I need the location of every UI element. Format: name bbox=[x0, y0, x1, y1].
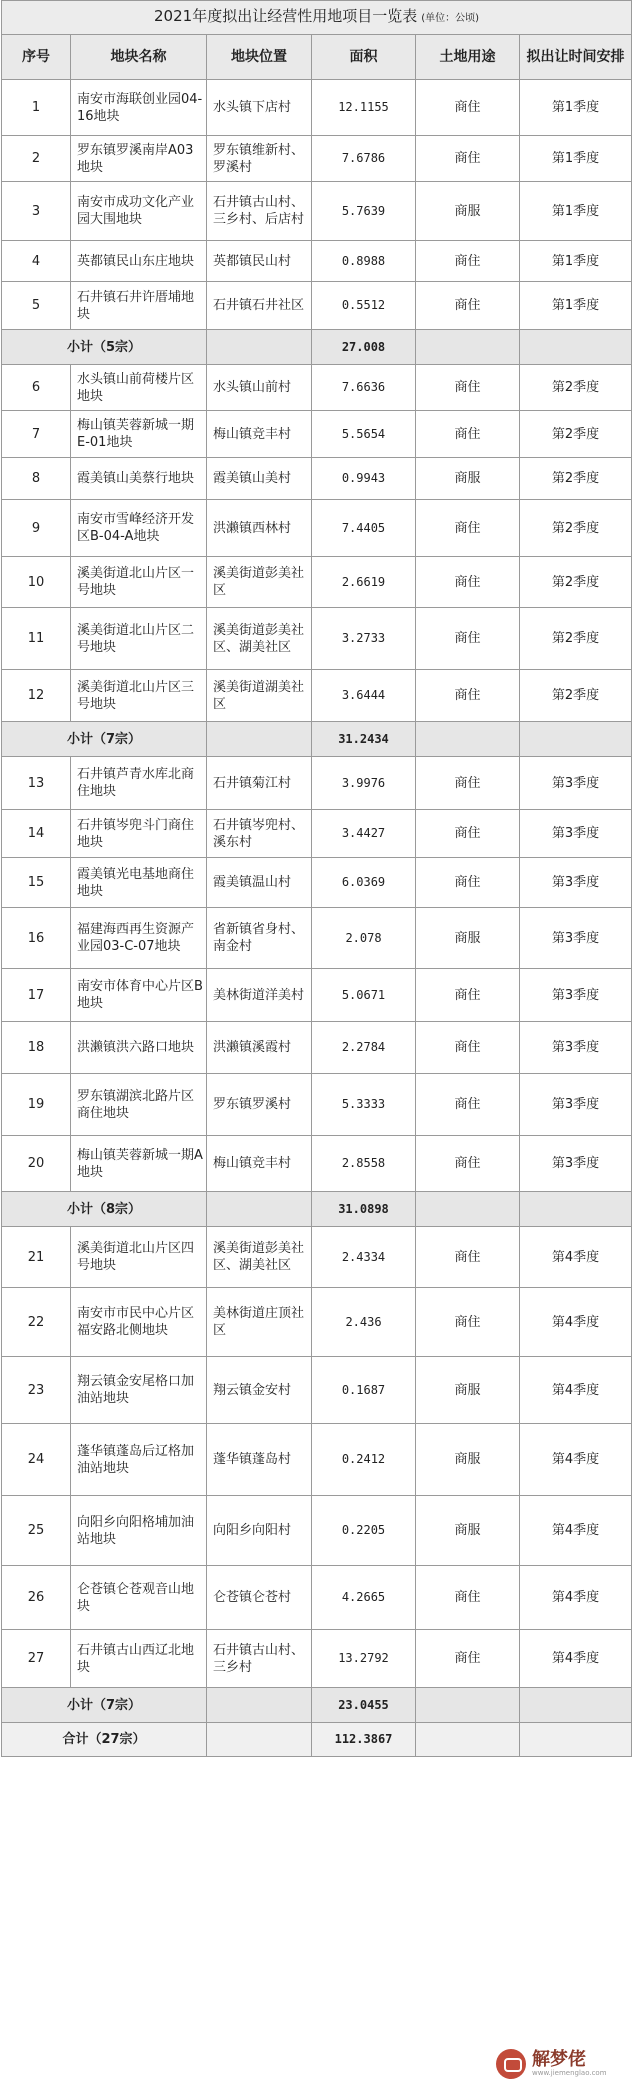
cell-use: 商住 bbox=[416, 282, 520, 330]
cell-name: 石井镇古山西辽北地块 bbox=[71, 1630, 207, 1688]
subtotal-row bbox=[2, 1688, 632, 1723]
cell-use: 商住 bbox=[416, 757, 520, 810]
table-row bbox=[2, 411, 632, 458]
cell-location: 美林街道庄顶社区 bbox=[207, 1288, 312, 1357]
cell-no: 23 bbox=[2, 1357, 71, 1424]
cell-location: 蓬华镇蓬岛村 bbox=[207, 1424, 312, 1496]
cell-area: 5.0671 bbox=[312, 969, 416, 1022]
cell-name: 翔云镇金安尾格口加油站地块 bbox=[71, 1357, 207, 1424]
subtotal-row bbox=[2, 330, 632, 365]
cell-location: 石井镇岑兜村、溪东村 bbox=[207, 810, 312, 858]
cell-area: 13.2792 bbox=[312, 1630, 416, 1688]
blank-cell bbox=[520, 722, 632, 757]
watermark-url: www.jiemenglao.com bbox=[532, 2068, 607, 2077]
subtotal-area: 31.2434 bbox=[312, 722, 416, 757]
cell-name: 罗东镇罗溪南岸A03地块 bbox=[71, 136, 207, 182]
table-row bbox=[2, 1022, 632, 1074]
cell-time: 第3季度 bbox=[520, 969, 632, 1022]
cell-use: 商住 bbox=[416, 1566, 520, 1630]
cell-use: 商服 bbox=[416, 908, 520, 969]
blank-cell bbox=[520, 330, 632, 365]
cell-no: 24 bbox=[2, 1424, 71, 1496]
cell-use: 商服 bbox=[416, 1357, 520, 1424]
subtotal-label: 小计（7宗） bbox=[2, 1688, 207, 1723]
cell-use: 商住 bbox=[416, 1630, 520, 1688]
blank-cell bbox=[520, 1688, 632, 1723]
cell-time: 第4季度 bbox=[520, 1424, 632, 1496]
cell-area: 3.2733 bbox=[312, 608, 416, 670]
cell-location: 省新镇省身村、南金村 bbox=[207, 908, 312, 969]
cell-location: 翔云镇金安村 bbox=[207, 1357, 312, 1424]
dream-logo-icon bbox=[496, 2049, 526, 2079]
cell-location: 英都镇民山村 bbox=[207, 241, 312, 282]
cell-no: 2 bbox=[2, 136, 71, 182]
cell-time: 第4季度 bbox=[520, 1227, 632, 1288]
cell-use: 商住 bbox=[416, 810, 520, 858]
blank-cell bbox=[520, 1723, 632, 1757]
cell-time: 第2季度 bbox=[520, 500, 632, 557]
cell-time: 第3季度 bbox=[520, 757, 632, 810]
cell-location: 美林街道洋美村 bbox=[207, 969, 312, 1022]
subtotal-label: 小计（5宗） bbox=[2, 330, 207, 365]
subtotal-label: 小计（7宗） bbox=[2, 722, 207, 757]
subtotal-row bbox=[2, 722, 632, 757]
cell-use: 商服 bbox=[416, 458, 520, 500]
blank-cell bbox=[207, 1723, 312, 1757]
cell-name: 溪美街道北山片区二号地块 bbox=[71, 608, 207, 670]
cell-name: 石井镇岑兜斗门商住地块 bbox=[71, 810, 207, 858]
cell-area: 2.2784 bbox=[312, 1022, 416, 1074]
cell-use: 商住 bbox=[416, 1074, 520, 1136]
blank-cell bbox=[416, 722, 520, 757]
cell-name: 水头镇山前荷楼片区地块 bbox=[71, 365, 207, 411]
cell-no: 18 bbox=[2, 1022, 71, 1074]
cell-time: 第1季度 bbox=[520, 136, 632, 182]
cell-use: 商住 bbox=[416, 1136, 520, 1192]
cell-no: 16 bbox=[2, 908, 71, 969]
blank-cell bbox=[416, 1688, 520, 1723]
cell-name: 霞美镇山美蔡行地块 bbox=[71, 458, 207, 500]
cell-name: 南安市体育中心片区B地块 bbox=[71, 969, 207, 1022]
watermark-text: 解梦佬 bbox=[532, 2048, 586, 2070]
cell-area: 0.5512 bbox=[312, 282, 416, 330]
table-row bbox=[2, 810, 632, 858]
table-row bbox=[2, 908, 632, 969]
cell-name: 梅山镇芙蓉新城一期E-01地块 bbox=[71, 411, 207, 458]
cell-location: 洪濑镇溪霞村 bbox=[207, 1022, 312, 1074]
cell-no: 13 bbox=[2, 757, 71, 810]
cell-area: 0.2412 bbox=[312, 1424, 416, 1496]
table-row bbox=[2, 1288, 632, 1357]
blank-cell bbox=[416, 330, 520, 365]
cell-area: 6.0369 bbox=[312, 858, 416, 908]
header-area: 面积 bbox=[312, 35, 416, 80]
cell-name: 溪美街道北山片区四号地块 bbox=[71, 1227, 207, 1288]
cell-time: 第3季度 bbox=[520, 1022, 632, 1074]
cell-time: 第4季度 bbox=[520, 1566, 632, 1630]
cell-name: 溪美街道北山片区三号地块 bbox=[71, 670, 207, 722]
table-row bbox=[2, 282, 632, 330]
cell-use: 商住 bbox=[416, 241, 520, 282]
table-title-text: 2021年度拟出让经营性用地项目一览表 bbox=[154, 7, 418, 25]
table-unit: (单位：公顷) bbox=[421, 13, 480, 24]
cell-no: 5 bbox=[2, 282, 71, 330]
cell-time: 第1季度 bbox=[520, 80, 632, 136]
cell-time: 第3季度 bbox=[520, 810, 632, 858]
table-row bbox=[2, 858, 632, 908]
table-row bbox=[2, 1496, 632, 1566]
cell-location: 罗东镇罗溪村 bbox=[207, 1074, 312, 1136]
table-row bbox=[2, 80, 632, 136]
cell-area: 7.4405 bbox=[312, 500, 416, 557]
cell-use: 商住 bbox=[416, 1288, 520, 1357]
blank-cell bbox=[207, 722, 312, 757]
cell-area: 2.8558 bbox=[312, 1136, 416, 1192]
table-row bbox=[2, 1630, 632, 1688]
cell-time: 第2季度 bbox=[520, 458, 632, 500]
table-row bbox=[2, 757, 632, 810]
cell-name: 石井镇石井许厝埔地块 bbox=[71, 282, 207, 330]
total-area: 112.3867 bbox=[312, 1723, 416, 1757]
cell-time: 第3季度 bbox=[520, 1074, 632, 1136]
cell-use: 商住 bbox=[416, 500, 520, 557]
cell-use: 商住 bbox=[416, 969, 520, 1022]
cell-time: 第3季度 bbox=[520, 1136, 632, 1192]
cell-location: 梅山镇竞丰村 bbox=[207, 411, 312, 458]
table-row bbox=[2, 1424, 632, 1496]
cell-use: 商住 bbox=[416, 557, 520, 608]
cell-time: 第4季度 bbox=[520, 1630, 632, 1688]
cell-location: 溪美街道彭美社区 bbox=[207, 557, 312, 608]
cell-name: 英都镇民山东庄地块 bbox=[71, 241, 207, 282]
blank-cell bbox=[207, 1192, 312, 1227]
cell-area: 5.5654 bbox=[312, 411, 416, 458]
cell-no: 4 bbox=[2, 241, 71, 282]
cell-name: 南安市市民中心片区福安路北侧地块 bbox=[71, 1288, 207, 1357]
header-row bbox=[2, 35, 632, 80]
cell-time: 第2季度 bbox=[520, 608, 632, 670]
cell-area: 12.1155 bbox=[312, 80, 416, 136]
cell-time: 第2季度 bbox=[520, 670, 632, 722]
cell-area: 7.6786 bbox=[312, 136, 416, 182]
watermark-block bbox=[532, 2048, 607, 2078]
cell-area: 0.9943 bbox=[312, 458, 416, 500]
cell-use: 商服 bbox=[416, 182, 520, 241]
cell-use: 商住 bbox=[416, 608, 520, 670]
cell-area: 3.9976 bbox=[312, 757, 416, 810]
table-row bbox=[2, 1566, 632, 1630]
cell-location: 霞美镇温山村 bbox=[207, 858, 312, 908]
cell-location: 梅山镇竞丰村 bbox=[207, 1136, 312, 1192]
cell-name: 梅山镇芙蓉新城一期A地块 bbox=[71, 1136, 207, 1192]
cell-name: 仑苍镇仑苍观音山地块 bbox=[71, 1566, 207, 1630]
subtotal-area: 31.0898 bbox=[312, 1192, 416, 1227]
header-use: 土地用途 bbox=[416, 35, 520, 80]
cell-time: 第4季度 bbox=[520, 1357, 632, 1424]
table-row bbox=[2, 608, 632, 670]
table-row bbox=[2, 670, 632, 722]
cell-location: 水头镇下店村 bbox=[207, 80, 312, 136]
cell-no: 12 bbox=[2, 670, 71, 722]
cell-use: 商住 bbox=[416, 80, 520, 136]
cell-no: 26 bbox=[2, 1566, 71, 1630]
cell-location: 仑苍镇仑苍村 bbox=[207, 1566, 312, 1630]
cell-use: 商服 bbox=[416, 1496, 520, 1566]
cell-no: 7 bbox=[2, 411, 71, 458]
blank-cell bbox=[207, 1688, 312, 1723]
cell-area: 3.6444 bbox=[312, 670, 416, 722]
cell-no: 17 bbox=[2, 969, 71, 1022]
cell-time: 第3季度 bbox=[520, 908, 632, 969]
table-row bbox=[2, 1357, 632, 1424]
cell-name: 福建海西再生资源产业园03-C-07地块 bbox=[71, 908, 207, 969]
cell-area: 2.436 bbox=[312, 1288, 416, 1357]
cell-use: 商住 bbox=[416, 1022, 520, 1074]
cell-location: 溪美街道彭美社区、湖美社区 bbox=[207, 1227, 312, 1288]
cell-location: 石井镇古山村、三乡村、后店村 bbox=[207, 182, 312, 241]
cell-name: 南安市海联创业园04-16地块 bbox=[71, 80, 207, 136]
cell-area: 2.078 bbox=[312, 908, 416, 969]
cell-use: 商住 bbox=[416, 1227, 520, 1288]
table-row bbox=[2, 241, 632, 282]
cell-location: 水头镇山前村 bbox=[207, 365, 312, 411]
cell-area: 5.7639 bbox=[312, 182, 416, 241]
cell-area: 2.6619 bbox=[312, 557, 416, 608]
cell-time: 第1季度 bbox=[520, 241, 632, 282]
cell-name: 石井镇芦青水库北商住地块 bbox=[71, 757, 207, 810]
subtotal-area: 23.0455 bbox=[312, 1688, 416, 1723]
subtotal-row bbox=[2, 1192, 632, 1227]
cell-name: 南安市雪峰经济开发区B-04-A地块 bbox=[71, 500, 207, 557]
subtotal-label: 小计（8宗） bbox=[2, 1192, 207, 1227]
table-row bbox=[2, 136, 632, 182]
cell-no: 25 bbox=[2, 1496, 71, 1566]
table-row bbox=[2, 1074, 632, 1136]
cell-name: 罗东镇湖滨北路片区商住地块 bbox=[71, 1074, 207, 1136]
cell-no: 19 bbox=[2, 1074, 71, 1136]
header-location: 地块位置 bbox=[207, 35, 312, 80]
cell-no: 15 bbox=[2, 858, 71, 908]
cell-location: 石井镇古山村、三乡村 bbox=[207, 1630, 312, 1688]
subtotal-area: 27.008 bbox=[312, 330, 416, 365]
blank-cell bbox=[416, 1192, 520, 1227]
cell-location: 石井镇菊江村 bbox=[207, 757, 312, 810]
cell-area: 0.1687 bbox=[312, 1357, 416, 1424]
cell-time: 第2季度 bbox=[520, 365, 632, 411]
table-title bbox=[2, 1, 632, 35]
cell-name: 南安市成功文化产业园大围地块 bbox=[71, 182, 207, 241]
table-row bbox=[2, 500, 632, 557]
total-row bbox=[2, 1723, 632, 1757]
cell-location: 罗东镇维新村、罗溪村 bbox=[207, 136, 312, 182]
cell-no: 11 bbox=[2, 608, 71, 670]
cell-use: 商住 bbox=[416, 858, 520, 908]
blank-cell bbox=[520, 1192, 632, 1227]
cell-no: 1 bbox=[2, 80, 71, 136]
cell-use: 商住 bbox=[416, 136, 520, 182]
cell-use: 商住 bbox=[416, 670, 520, 722]
cell-area: 7.6636 bbox=[312, 365, 416, 411]
cell-no: 21 bbox=[2, 1227, 71, 1288]
cell-no: 8 bbox=[2, 458, 71, 500]
cell-time: 第4季度 bbox=[520, 1496, 632, 1566]
table-row bbox=[2, 557, 632, 608]
cell-no: 22 bbox=[2, 1288, 71, 1357]
cell-no: 20 bbox=[2, 1136, 71, 1192]
cell-location: 石井镇石井社区 bbox=[207, 282, 312, 330]
table-row bbox=[2, 1227, 632, 1288]
cell-area: 4.2665 bbox=[312, 1566, 416, 1630]
cell-name: 蓬华镇蓬岛后辽格加油站地块 bbox=[71, 1424, 207, 1496]
cell-area: 2.4334 bbox=[312, 1227, 416, 1288]
cell-use: 商住 bbox=[416, 411, 520, 458]
cell-name: 向阳乡向阳格埔加油站地块 bbox=[71, 1496, 207, 1566]
table-row bbox=[2, 1136, 632, 1192]
table-row bbox=[2, 365, 632, 411]
cell-area: 0.8988 bbox=[312, 241, 416, 282]
cell-no: 9 bbox=[2, 500, 71, 557]
header-name: 地块名称 bbox=[71, 35, 207, 80]
cell-location: 向阳乡向阳村 bbox=[207, 1496, 312, 1566]
watermark bbox=[496, 2045, 626, 2083]
cell-location: 洪濑镇西林村 bbox=[207, 500, 312, 557]
cell-name: 洪濑镇洪六路口地块 bbox=[71, 1022, 207, 1074]
header-no: 序号 bbox=[2, 35, 71, 80]
blank-cell bbox=[207, 330, 312, 365]
cell-time: 第2季度 bbox=[520, 557, 632, 608]
cell-time: 第4季度 bbox=[520, 1288, 632, 1357]
table-row bbox=[2, 182, 632, 241]
total-label: 合计（27宗） bbox=[2, 1723, 207, 1757]
land-project-table bbox=[1, 0, 632, 1757]
cell-no: 14 bbox=[2, 810, 71, 858]
blank-cell bbox=[416, 1723, 520, 1757]
cell-area: 5.3333 bbox=[312, 1074, 416, 1136]
cell-no: 3 bbox=[2, 182, 71, 241]
cell-time: 第1季度 bbox=[520, 182, 632, 241]
cell-use: 商住 bbox=[416, 365, 520, 411]
cell-no: 6 bbox=[2, 365, 71, 411]
table-row bbox=[2, 458, 632, 500]
cell-time: 第3季度 bbox=[520, 858, 632, 908]
cell-time: 第1季度 bbox=[520, 282, 632, 330]
table-row bbox=[2, 969, 632, 1022]
cell-area: 3.4427 bbox=[312, 810, 416, 858]
cell-location: 溪美街道彭美社区、湖美社区 bbox=[207, 608, 312, 670]
cell-name: 霞美镇光电基地商住地块 bbox=[71, 858, 207, 908]
header-time: 拟出让时间安排 bbox=[520, 35, 632, 80]
cell-time: 第2季度 bbox=[520, 411, 632, 458]
cell-no: 10 bbox=[2, 557, 71, 608]
cell-no: 27 bbox=[2, 1630, 71, 1688]
cell-location: 溪美街道湖美社区 bbox=[207, 670, 312, 722]
cell-area: 0.2205 bbox=[312, 1496, 416, 1566]
cell-use: 商服 bbox=[416, 1424, 520, 1496]
cell-location: 霞美镇山美村 bbox=[207, 458, 312, 500]
cell-name: 溪美街道北山片区一号地块 bbox=[71, 557, 207, 608]
